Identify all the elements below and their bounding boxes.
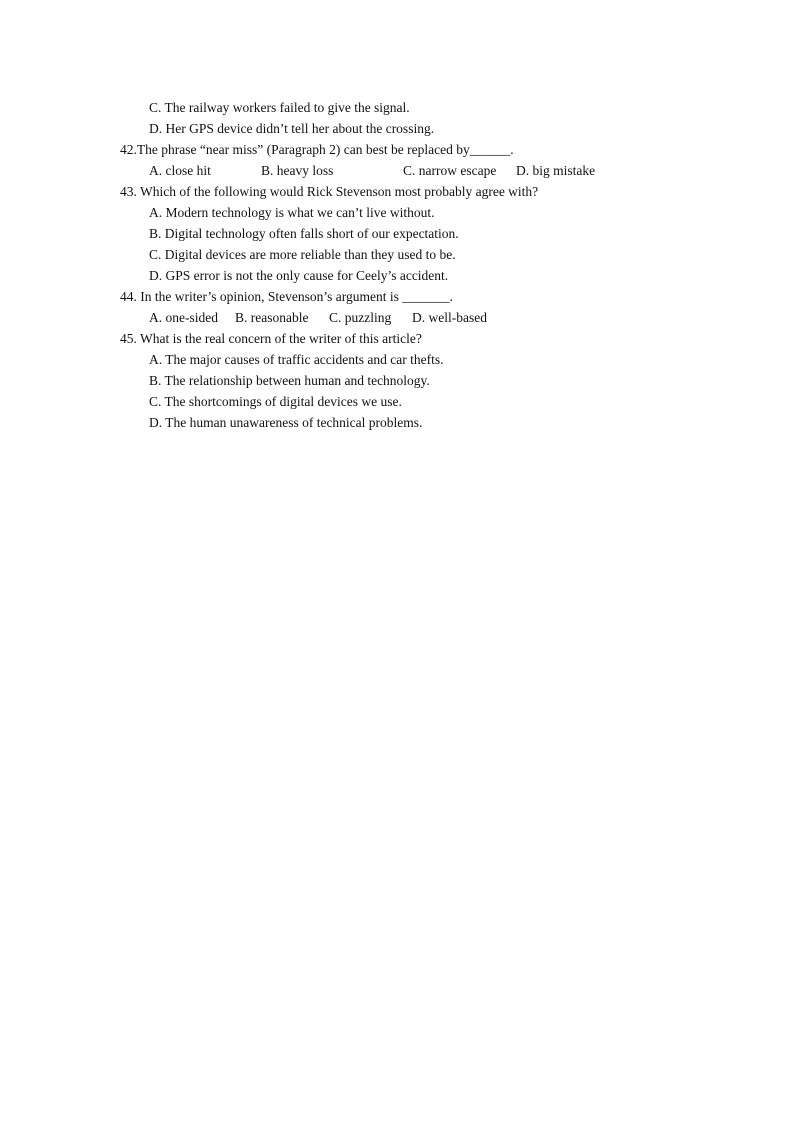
q42-option-d: D. big mistake <box>516 163 596 178</box>
q45-option-b: B. The relationship between human and technology. <box>149 373 430 388</box>
q41-option-d: D. Her GPS device didn’t tell her about the crossing. <box>149 121 435 136</box>
q43-option-b: B. Digital technology often falls short of our expectation. <box>149 226 459 241</box>
q43-option-a: A. Modern technology is what we can’t live without. <box>149 205 435 220</box>
q45-option-c: C. The shortcomings of digital devices we use. <box>149 394 402 409</box>
q44-option-b: B. reasonable <box>235 310 309 325</box>
q43-option-c: C. Digital devices are more reliable than they used to be. <box>149 247 456 262</box>
q45-stem: 45. What is the real concern of the writer of this article? <box>120 331 422 346</box>
q44-option-a: A. one-sided <box>149 310 218 325</box>
q42-stem: 42.The phrase “near miss” (Paragraph 2) can best be replaced by______. <box>120 142 514 157</box>
q45-option-a: A. The major causes of traffic accidents and car thefts. <box>149 352 444 367</box>
q44-stem: 44. In the writer’s opinion, Stevenson’s argument is _______. <box>120 289 453 304</box>
q42-option-b: B. heavy loss <box>261 163 334 178</box>
q43-stem: 43. Which of the following would Rick Stevenson most probably agree with? <box>120 184 539 199</box>
q44-option-c: C. puzzling <box>329 310 392 325</box>
q43-option-d: D. GPS error is not the only cause for Ceely’s accident. <box>149 268 449 283</box>
q44-option-d: D. well-based <box>412 310 487 325</box>
q42-option-a: A. close hit <box>149 163 211 178</box>
q41-option-c: C. The railway workers failed to give the signal. <box>149 100 410 115</box>
q42-option-c: C. narrow escape <box>403 163 497 178</box>
q45-option-d: D. The human unawareness of technical problems. <box>149 415 423 430</box>
